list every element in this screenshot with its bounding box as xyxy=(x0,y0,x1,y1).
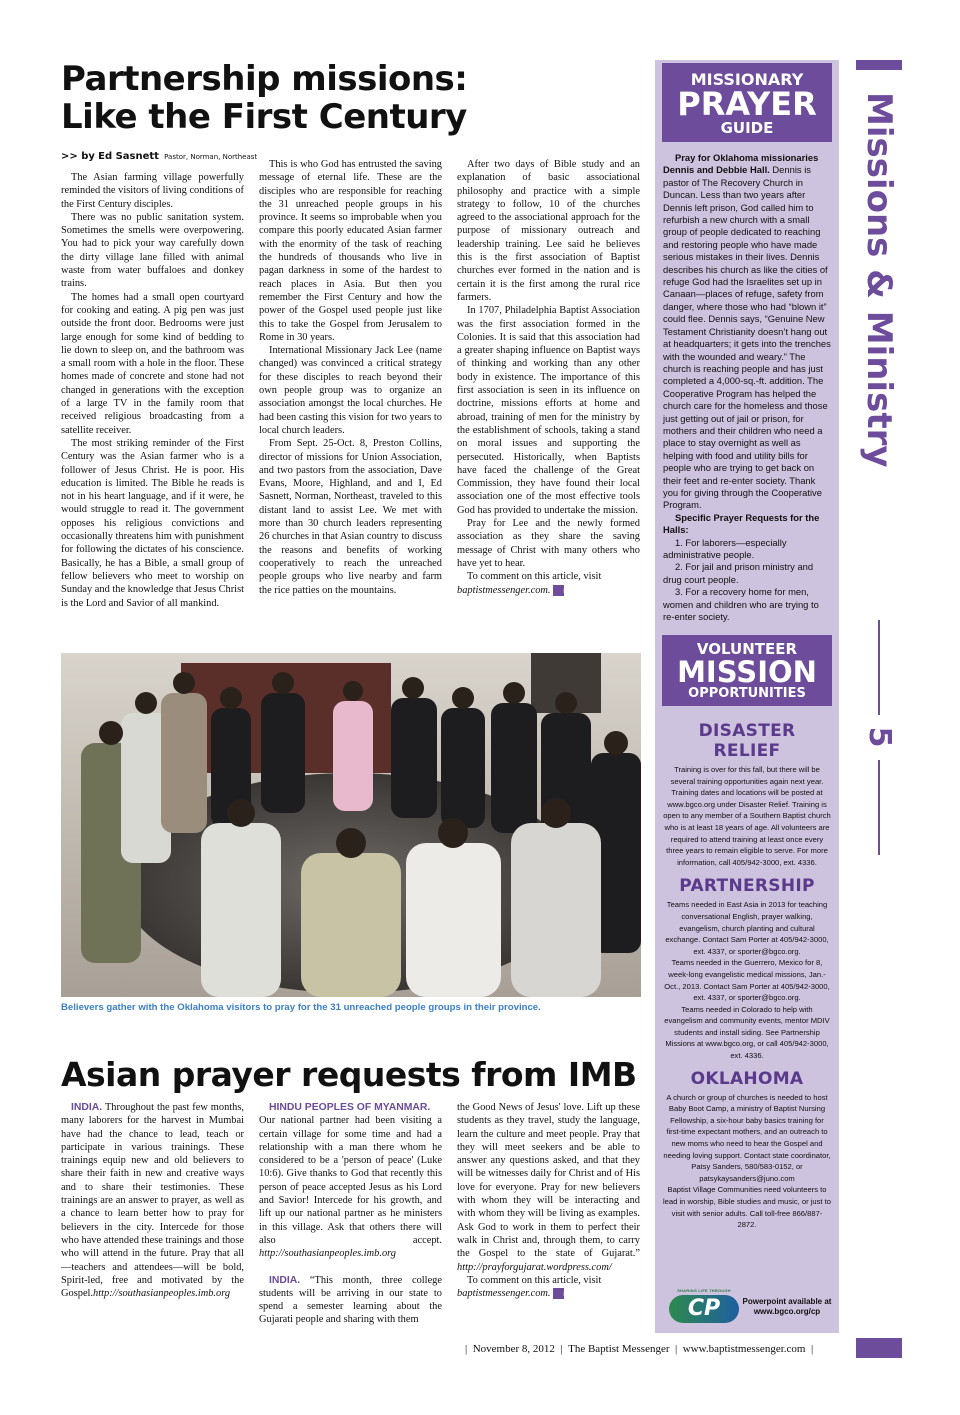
gujarat-link[interactable]: http://prayforgujarat.wordpress.com/ xyxy=(457,1261,612,1273)
asian-column-3 xyxy=(457,1101,640,1300)
byline-prefix: >> by xyxy=(61,151,95,162)
photo xyxy=(61,653,641,997)
asian-comment-link[interactable]: baptistmessenger.com. xyxy=(457,1288,551,1300)
prayer-request-item: 1. For laborers—especially administrative people. xyxy=(663,536,787,560)
partnership-text: Teams needed in East Asia in 2013 for teaching conversational English, prayer walking, evangelism, church planting and cultural exchange. Contact Sam Porter at 405/942-3000, ext. 4337, or sporter@bgco.org. Teams needed in the Guerrero, Mexico for 8, week-long evangelistic medical missions, Jan.-Oct., 2013. Contact Sam Porter at 405/942-3000, ext. 4337, or sporter@bgco.org. Teams needed in Colorado to help with evangelism and community events, mentor MDIV students and install siding. See Partnership Missions at www.bgco.org, or call 405/942-3000, ext. 4336. xyxy=(664,900,830,1061)
asian-headline: Asian prayer requests from IMB xyxy=(61,1055,637,1094)
article-subheadline: Like the First Century xyxy=(61,97,467,137)
prayer-intro-bold: Pray for Oklahoma missionaries Dennis and Debbie Hall. xyxy=(663,152,819,176)
article-paragraph: From Sept. 25-Oct. 8, Preston Collins, director of missions for Union Association, and two pastors from the association, Dave Evans, Moore, Highland, and and I, Ed Sasnett, Norman, Northeast, traveled to this distant land to assist Lee. We met with more than 30 church leaders representing 26 churches in that Asian country to discuss the reasons and benefits of working cooperatively to reach the unreached people groups who live nearby and farm the rice patties on the mountains. xyxy=(259,438,442,596)
footer-date: November 8, 2012 xyxy=(472,1343,555,1355)
article-headline: Partnership missions: xyxy=(61,59,468,99)
byline xyxy=(61,151,257,162)
byline-author-title: Pastor, Norman, Northeast xyxy=(164,153,258,161)
article-column-3 xyxy=(457,158,640,597)
page-number-rule xyxy=(878,620,880,715)
page-number xyxy=(862,720,896,754)
article-paragraph: In 1707, Philadelphia Baptist Association was the first association formed in the Colonies. It is said that this association had a greater shaping influence on Baptist ways of thinking and working than any other body in existence. The importance of this first association is seen in its influence on doctrine, missions efforts at home and abroad, training of men for the ministry by the establishment of schools, taking a stand on moral issues and supporting the persecuted. Historically, when Baptists have faced the challenge of the Great Commission, they have found their local association one of the most effective tools God has provided to undertake the mission. xyxy=(457,305,640,516)
photo-caption: Believers gather with the Oklahoma visitors to pray for the 31 unreached people groups in their province. xyxy=(61,1002,541,1013)
footer-publication: The Baptist Messenger xyxy=(568,1343,670,1355)
page-number-rule xyxy=(878,760,880,855)
comment-line: To comment on this article, visit baptistmessenger.com. m xyxy=(457,571,602,596)
cp-tagline: SHARING LIFE THROUGH xyxy=(677,1288,731,1293)
asian-comment-line: To comment on this article, visit baptistmessenger.com. m xyxy=(457,1274,602,1300)
requests-title: Specific Prayer Requests for the Halls: xyxy=(663,511,820,536)
prayer-banner-line3: GUIDE xyxy=(720,119,774,137)
messenger-logo-icon: m xyxy=(553,585,564,596)
section-rule-bottom xyxy=(856,1338,902,1358)
volunteer-body xyxy=(663,721,831,1231)
sidebar xyxy=(655,60,839,1333)
article-paragraph: The most striking reminder of the First Century was the Asian farmer who is a follower of Jesus Christ. He is poor. His education is limited. The Bible he reads is not in his heart language, and if it were, he would struggle to read it. The government opposes his religious convictions and occasionally threatens him with punishment for following the dictates of his conscience. Basically, he has a Bible, a small group of fellow believers who meet to worship on Sunday and the knowledge that Jesus Christ is the Lord and Savior of all mankind. xyxy=(61,437,244,609)
messenger-logo-icon: m xyxy=(553,1288,564,1299)
volunteer-banner-line3: OPPORTUNITIES xyxy=(688,686,806,701)
partnership-title: PARTNERSHIP xyxy=(679,876,815,897)
prayer-banner-line2: PRAYER xyxy=(677,85,817,123)
asian-column-2 xyxy=(259,1101,442,1327)
group-prayer-photo xyxy=(61,653,641,997)
prayer-guide-body: Pray for Oklahoma missionaries Dennis and Debbie Hall. Dennis is pastor of The Recovery Church in Duncan. Less than two years after Dennis left prison, God called him to refurbish a new church with a small group of people dedicated to reaching and restoring people who have made serious mistakes in their lives. Dennis describes his church as like the cities of refuge God had the Israelites set up in Canaan—places of refuge, safety from danger, where those who had “blown it” could flee. Dennis says, “Genuine New Testament Christianity doesn’t hang out at headquarters; it gets into the trenches with the wounded and weary.” The church is reaching people and has just completed a 4,000-sq.-ft. addition. The Cooperative Program has helped the church care for the homeless and those just getting out of jail or prison, for mothers and their children who need a place to stay overnight as well as helping with food and utility bills for people who are trying to get back on their feet and re-enter society. Thank you for giving through the Cooperative Program. Specific Prayer Requests for the Halls: 1. For laborers—especially administrative people. 2. For jail and prison ministry and drug court people. 3. For a recovery home for men, women and children who are trying to re-enter society. xyxy=(663,152,831,623)
article-paragraph: After two days of Bible study and an explanation of basic associational philosophy and practice with a simple strategy to follow, 10 of the churches agreed to the associational approach for the purpose of missionary outreach and leadership training. Lee said he believes this is the first association of Baptist churches ever formed in the nation and is certain it is the first among the rural rice farmers. xyxy=(457,159,640,303)
article-paragraph: International Missionary Jack Lee (name changed) was convinced a critical strategy for these disciples to reach beyond their own people group was to organize an association amongst the local churches. He had been casting this vision for two years to local church leaders. xyxy=(259,345,442,436)
india-link[interactable]: http://southasianpeoples.imb.org xyxy=(93,1288,231,1300)
byline-author: Ed Sasnett xyxy=(98,151,159,162)
disaster-relief-text: Training is over for this fall, but there will be several training opportunities again next year. Training dates and locations will be posted at www.bgco.org under Disaster Relief. Training is open to any member of a Southern Baptist church who is at least 18 years of age. All volunteers are required to attend training at least once every three years to remain eligible to serve. For more information, call 405/942-3000, ext. 4336. xyxy=(663,765,831,867)
article-paragraph: Pray for Lee and the newly formed association as they share the saving message of Christ with many others who have yet to hear. xyxy=(457,518,640,569)
section-title-text: Missions & Ministry xyxy=(859,92,899,468)
prayer-request-item: 2. For jail and prison ministry and drug court people. xyxy=(663,561,814,585)
myanmar-link[interactable]: http://southasianpeoples.imb.org xyxy=(259,1248,397,1260)
india2-label: INDIA. xyxy=(269,1274,301,1286)
section-rule-top xyxy=(856,60,902,70)
cp-logo xyxy=(669,1288,739,1328)
page-number-text: 5 xyxy=(862,726,897,748)
comment-link[interactable]: baptistmessenger.com. xyxy=(457,584,551,596)
powerpoint-note: Powerpoint available at www.bgco.org/cp xyxy=(742,1297,832,1316)
article-paragraph: The Asian farming village powerfully reminded the visitors of living conditions of the First Century disciples. xyxy=(61,172,244,210)
asian-column-1 xyxy=(61,1101,244,1300)
myanmar-label: HINDU PEOPLES OF MYANMAR. xyxy=(269,1102,431,1113)
india2-request: INDIA. “This month, three college students will be arriving in our state to spend a semester learning about the Gujarati people and sharing with them xyxy=(259,1274,442,1326)
article-column-2 xyxy=(259,158,442,597)
article-paragraph: The homes had a small open courtyard for cooking and eating. A pig pen was just outside the front door. Bedrooms were just large enough for some kind of bedding to lie down to sleep on, and the bathroom was a small room with a hole in the floor. These homes made of concrete and stone had not changed in generations with the exception of a large TV in the family room that received religious broadcasting from a satellite receiver. xyxy=(61,291,244,436)
prayer-guide-banner xyxy=(662,63,832,142)
volunteer-banner-line1: VOLUNTEER xyxy=(696,640,798,658)
article-paragraph: There was no public sanitation system. Sometimes the smells were overpowering. You had to pick your way carefully down the dirty village lane filled with animal waste from water buffaloes and donkey trains. xyxy=(61,211,244,290)
footer: | November 8, 2012 | The Baptist Messenger | www.baptistmessenger.com | xyxy=(465,1343,814,1355)
volunteer-banner-line2: MISSION xyxy=(677,655,817,689)
article-headline-block xyxy=(61,60,641,136)
article-paragraph: This is who God has entrusted the saving message of eternal life. These are the disciples who are responsible for reaching the 31 unreached people groups in his province. It seems so improbable when you compare this poorly educated Asian farmer with the enormity of the task of reaching the hundreds of thousands who live in pagan darkness in some of the hardest to reach places in Asia. But then you remember the First Century and how the power of the Gospel used people just like this to take the Gospel from Jerusalem to Rome in 30 years. xyxy=(259,159,442,343)
footer-website[interactable]: www.baptistmessenger.com xyxy=(682,1343,806,1355)
oklahoma-text: A church or group of churches is needed to host Baby Boot Camp, a ministry of Baptist Nursing Fellowship, a six-hour baby basics training for first-time expectant mothers, and an outreach to new moms who need to hear the Gospel and needing loving support. Contact state coordinator, Patsy Sanders, 580/583-0152, or patsykaysanders@juno.com Baptist Village Communities need volunteers to lead in worship, Bible studies and music, or just to visit with senior adults. Call toll-free 866/887-2872. xyxy=(663,1092,831,1230)
section-title xyxy=(856,92,902,482)
india-request: INDIA. Throughout the past few months, many laborers for the harvest in Mumbai have had the chance to lead, teach or participate in various trainings. These trainings equip new and old believers to share their faith in new and creative ways and to share their testimonies. These trainings are an answer to prayer, as well as a chance to learn better how to pray for believers in the city. Intercede for those who have attended these trainings and those who will attend in the future. Pray that all—teachers and attendees—will be bold, Spirit-led, free and motivated by the Gospel.http://southasianpeoples.imb.org xyxy=(61,1102,244,1300)
oklahoma-title: OKLAHOMA xyxy=(690,1068,804,1089)
myanmar-request: HINDU PEOPLES OF MYANMAR. Our national partner had been visiting a certain village for some time and had a relationship with a man there whom he considered to be a 'person of peace' (Luke 10:6). Give thanks to God that recently this person of peace accepted Jesus as his Lord and Savior! Intercede for his growth, and lift up our national partner as he ministers in this village. Ask that others there will also accept. http://southasianpeoples.imb.org xyxy=(259,1102,442,1260)
prayer-request-item: 3. For a recovery home for men, women and children who are trying to re-enter society. xyxy=(663,586,819,623)
gujarat-continuation: the Good News of Jesus' love. Lift up these students as they travel, study the language, learn the culture and meet people. Pray that they will meet seekers and be able to answer any questions asked, and that they will be witnesses daily for Christ and of His love for everyone. Pray for new believers with whom they will be interacting and with whom they will be living as examples. Ask God to work in them to perfect their walk in Christ and, through them, to carry the Gospel to the state of Gujarat.” http://prayforgujarat.wordpress.com/ xyxy=(457,1102,640,1273)
india-label: INDIA. xyxy=(71,1102,103,1113)
disaster-relief-title: DISASTER RELIEF xyxy=(698,721,796,761)
prayer-banner-line1: MISSIONARY xyxy=(690,70,804,89)
article-column-1 xyxy=(61,171,244,610)
cp-logo-icon: CP xyxy=(669,1295,739,1323)
volunteer-banner xyxy=(662,635,832,706)
powerpoint-link[interactable]: www.bgco.org/cp xyxy=(753,1307,821,1316)
